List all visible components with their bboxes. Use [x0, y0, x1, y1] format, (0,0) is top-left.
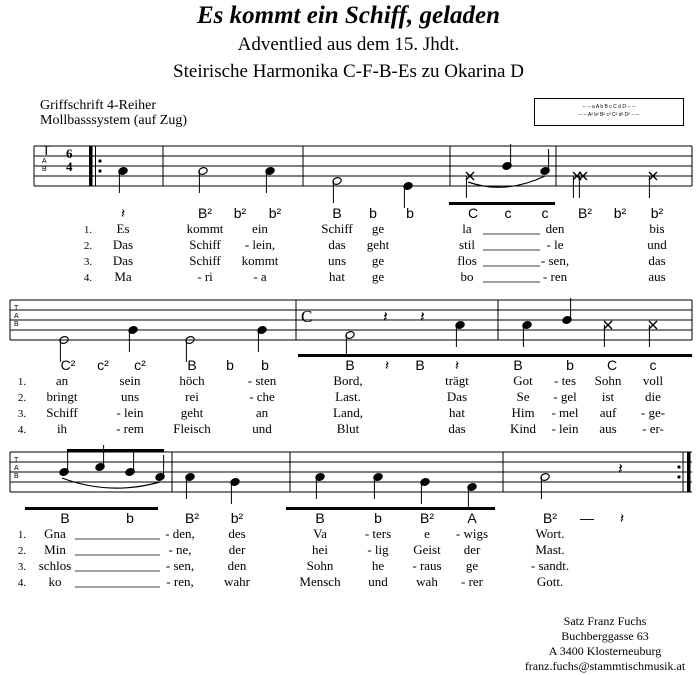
lyric-syllable: - mel — [551, 405, 579, 420]
lyric-syllable: - gel — [553, 389, 577, 404]
note-head — [420, 478, 430, 504]
grips-lyrics-system-1 — [0, 200, 697, 290]
lyric-syllable: sein — [119, 373, 141, 388]
lyric-syllable: - tes — [553, 373, 577, 388]
lyric-syllable: Schiff — [46, 405, 78, 420]
lyric-syllable: hei — [312, 542, 328, 557]
grip-label: c — [504, 205, 512, 221]
lyric-syllable: geht — [366, 237, 390, 252]
lyric-syllable: kommt — [241, 253, 279, 268]
lyric-syllable: - a — [253, 269, 267, 284]
tab-clef-a-3: A — [14, 465, 19, 472]
verse-number: 3. — [17, 408, 27, 420]
tab-clef-t-2: T — [14, 305, 19, 312]
pull-bar — [286, 507, 495, 510]
grip-label: B — [315, 510, 325, 526]
grip-label: b — [261, 357, 269, 373]
note-head — [265, 167, 275, 193]
lyric-syllable: - ne, — [168, 542, 192, 557]
lyric-syllable: den — [227, 558, 247, 573]
pull-bar — [25, 507, 158, 510]
grip-label: c — [649, 357, 657, 373]
verse-number: 4. — [17, 577, 27, 589]
grip-label: b — [226, 357, 234, 373]
grip-label: c — [541, 205, 549, 221]
note-head — [257, 326, 267, 352]
grip-label: c² — [134, 357, 146, 373]
grip-label: B² — [420, 510, 434, 526]
lyric-syllable: der — [463, 542, 481, 557]
note-head — [502, 144, 512, 170]
lyric-syllable: uns — [120, 389, 140, 404]
note-head — [540, 473, 550, 499]
note-head — [230, 478, 240, 504]
tab-clef-a: A — [42, 158, 47, 165]
key-legend-row2: -- -- A² b² B² c² C² d² D² -- -- — [578, 112, 640, 118]
lyric-syllable: auf — [599, 405, 617, 420]
grips-lyrics-system-2 — [0, 352, 697, 442]
note-head — [185, 473, 195, 499]
verse-number: 3. — [17, 561, 27, 573]
lyric-syllable: Sohn — [306, 558, 334, 573]
pull-bar — [298, 354, 692, 357]
grip-label: B — [415, 357, 425, 373]
common-time: C — [301, 307, 313, 326]
lyric-syllable: - lein, — [244, 237, 276, 252]
grip-label: b² — [613, 205, 627, 221]
lyric-syllable: - sen, — [165, 558, 195, 573]
note-head — [540, 149, 550, 175]
grip-label: b — [406, 205, 414, 221]
grip-label: B — [513, 357, 523, 373]
lyric-syllable: Sohn — [594, 373, 622, 388]
song-subtitle: Adventlied aus dem 15. Jhdt. — [237, 34, 460, 55]
grip-label: b² — [233, 205, 247, 221]
credit-email: franz.fuchs@stammtischmusik.at — [524, 659, 686, 673]
lyric-syllable: aus — [648, 269, 666, 284]
lyric-syllable: la — [462, 221, 472, 236]
lyric-syllable: Geist — [413, 542, 441, 557]
key-legend-row1: -- -- a A b B c C d D -- -- — [582, 104, 636, 110]
grip-label: 𝄽 — [120, 205, 126, 221]
grip-label: b — [566, 357, 574, 373]
lyric-syllable: Schiff — [189, 237, 221, 252]
grip-label: B — [345, 357, 355, 373]
grip-label: C — [606, 357, 618, 373]
lyric-syllable: ih — [56, 421, 68, 436]
lyric-syllable: höch — [179, 373, 205, 388]
lyric-syllable: Min — [44, 542, 66, 557]
lyric-syllable: ist — [601, 389, 615, 404]
grip-label: 𝄽 — [454, 357, 460, 373]
credit-city: A 3400 Klosterneuburg — [548, 644, 662, 658]
lyric-syllable: Se — [516, 389, 530, 404]
lyric-syllable: wah — [416, 574, 438, 589]
note-head — [315, 473, 325, 499]
instrument-line: Steirische Harmonika C-F-B-Es zu Okarina D — [173, 61, 524, 82]
grip-label: b — [126, 510, 134, 526]
lyric-syllable: Schiff — [321, 221, 353, 236]
lyric-syllable: ge — [465, 558, 479, 573]
grip-label: B² — [543, 510, 557, 526]
grip-label: B² — [198, 205, 212, 221]
tab-clef-a-2: A — [14, 313, 19, 320]
lyric-syllable: hat — [449, 405, 465, 420]
lyric-syllable: rei — [185, 389, 199, 404]
lyric-syllable: he — [371, 558, 385, 573]
lyric-syllable: - ri — [197, 269, 213, 284]
note-head — [118, 167, 128, 193]
grip-label: C — [467, 205, 479, 221]
lyric-syllable: hat — [329, 269, 345, 284]
staff-system-3 — [0, 446, 697, 506]
lyric-syllable: flos — [457, 253, 477, 268]
note-head — [59, 450, 69, 476]
lyric-syllable: Es — [116, 221, 130, 236]
lyric-syllable: Last. — [335, 389, 361, 404]
lyric-syllable: Das — [446, 389, 468, 404]
lyric-syllable: ge — [371, 269, 385, 284]
note-head — [95, 445, 105, 471]
lyric-syllable: ein — [252, 221, 268, 236]
rest-symbol: 𝄽 — [383, 307, 388, 326]
lyric-syllable: Va — [313, 526, 327, 541]
note-head — [198, 167, 208, 193]
lyric-syllable: Kind — [510, 421, 536, 436]
lyric-syllable: stil — [459, 237, 475, 252]
notation-label: Griffschrift 4-Reiher — [40, 98, 156, 113]
grip-label: b — [374, 510, 382, 526]
verse-number: 1. — [17, 529, 27, 541]
grip-label: 𝄽 — [384, 357, 390, 373]
lyric-syllable: ko — [48, 574, 62, 589]
notes-system-3 — [59, 445, 623, 509]
rest-symbol: 𝄽 — [420, 307, 425, 326]
verse-number: 2. — [83, 240, 93, 252]
lyric-syllable: uns — [327, 253, 347, 268]
bass-system-label: Mollbasssystem (auf Zug) — [40, 113, 187, 128]
lyric-syllable: Fleisch — [173, 421, 211, 436]
lyric-syllable: - lig — [367, 542, 389, 557]
note-head — [455, 321, 465, 347]
credit-street: Buchberggasse 63 — [561, 629, 649, 643]
lyric-syllable: geht — [180, 405, 204, 420]
pull-bar — [449, 202, 555, 205]
lyric-syllable: Wort. — [535, 526, 565, 541]
note-head — [562, 298, 572, 324]
tab-clef-b-2: B — [14, 321, 19, 328]
lyric-syllable: ge — [371, 221, 385, 236]
credit-arranger: Satz Franz Fuchs — [563, 614, 647, 628]
lyric-syllable: und — [647, 237, 667, 252]
rest-symbol: 𝄽 — [618, 459, 623, 478]
lyric-syllable: kommt — [186, 221, 224, 236]
lyric-syllable: Got — [513, 373, 533, 388]
lyric-syllable: ge — [371, 253, 385, 268]
lyric-syllable: Mensch — [299, 574, 341, 589]
tab-clef-b: B — [42, 166, 47, 173]
lyric-syllable: - lein — [116, 405, 144, 420]
note-head — [155, 455, 165, 481]
lyric-syllable: - lein — [551, 421, 579, 436]
grip-label: B — [332, 205, 342, 221]
lyric-syllable: trägt — [445, 373, 469, 388]
time-signature-bottom: 4 — [66, 159, 73, 174]
lyric-syllable: - le — [546, 237, 564, 252]
verse-number: 1. — [83, 224, 93, 236]
lyric-syllable: Das — [112, 253, 134, 268]
note-head — [522, 321, 532, 347]
lyric-syllable: an — [255, 405, 269, 420]
grip-label: B² — [578, 205, 592, 221]
lyric-syllable: die — [645, 389, 661, 404]
verse-number: 1. — [17, 376, 27, 388]
lyric-syllable: schlos — [38, 558, 72, 573]
verse-number: 2. — [17, 545, 27, 557]
grip-label: B² — [185, 510, 199, 526]
key-legend-box — [534, 98, 684, 126]
grip-label: A — [467, 510, 477, 526]
lyric-syllable: - er- — [642, 421, 664, 436]
lyric-syllable: - den, — [165, 526, 195, 541]
tab-clef-t-3: T — [14, 457, 19, 464]
lyric-syllable: Land, — [333, 405, 363, 420]
lyric-syllable: Schiff — [189, 253, 221, 268]
lyric-syllable: das — [448, 421, 466, 436]
verse-number: 2. — [17, 392, 27, 404]
lyric-syllable: - sten — [247, 373, 277, 388]
time-signature-top: 6 — [66, 146, 73, 161]
lyric-syllable: - ters — [364, 526, 392, 541]
tab-clef: T — [42, 142, 51, 158]
lyric-syllable: e — [424, 526, 430, 541]
lyric-syllable: - che — [249, 389, 275, 404]
lyric-syllable: - ren, — [166, 574, 194, 589]
note-head — [649, 321, 657, 347]
song-title: Es kommt ein Schiff, geladen — [196, 2, 501, 29]
grip-label: B — [187, 357, 197, 373]
lyric-syllable: - rem — [116, 421, 144, 436]
lyric-syllable: Ma — [114, 269, 132, 284]
lyric-syllable: Das — [112, 237, 134, 252]
staff-system-2 — [0, 294, 697, 354]
lyric-syllable: Gna — [44, 526, 66, 541]
tab-clef-b-3: B — [14, 473, 19, 480]
lyric-syllable: das — [328, 237, 346, 252]
note-head — [373, 473, 383, 499]
credit-block — [520, 614, 690, 674]
lyric-syllable: - ren — [542, 269, 568, 284]
grip-label: b² — [650, 205, 664, 221]
grip-label: b² — [230, 510, 244, 526]
staff-system-1 — [0, 140, 697, 200]
note-head — [604, 321, 612, 347]
grip-label: b — [369, 205, 377, 221]
lyric-syllable: - rer — [460, 574, 484, 589]
verse-number: 4. — [83, 272, 93, 284]
note-head — [128, 326, 138, 352]
lyric-syllable: bis — [649, 221, 665, 236]
lyric-syllable: bo — [460, 269, 474, 284]
lyric-syllable: des — [228, 526, 246, 541]
grip-label: b² — [268, 205, 282, 221]
lyric-syllable: Bord, — [333, 373, 363, 388]
lyric-syllable: Gott. — [536, 574, 564, 589]
lyric-syllable: und — [368, 574, 388, 589]
lyric-syllable: Blut — [336, 421, 360, 436]
lyric-syllable: den — [545, 221, 565, 236]
verse-number: 4. — [17, 424, 27, 436]
lyric-syllable: aus — [599, 421, 617, 436]
grip-label: 𝄽 — [619, 510, 625, 526]
grip-label: c² — [97, 357, 109, 373]
lyric-syllable: - sen, — [540, 253, 570, 268]
note-head — [125, 450, 135, 476]
lyric-syllable: voll — [642, 373, 664, 388]
lyric-syllable: der — [228, 542, 246, 557]
lyric-syllable: - sandt. — [530, 558, 570, 573]
grip-label: C² — [60, 357, 76, 373]
lyric-syllable: - ge- — [640, 405, 666, 420]
grips-lyrics-system-3 — [0, 505, 697, 595]
verse-number: 3. — [83, 256, 93, 268]
grip-label: — — [580, 510, 594, 526]
lyric-syllable: das — [648, 253, 666, 268]
lyric-syllable: Mast. — [535, 542, 565, 557]
grip-label: B — [60, 510, 70, 526]
lyric-syllable: - wigs — [455, 526, 489, 541]
lyric-syllable: bringt — [46, 389, 78, 404]
lyric-syllable: und — [252, 421, 272, 436]
lyric-syllable: wahr — [224, 574, 250, 589]
lyric-syllable: - raus — [412, 558, 442, 573]
lyric-syllable: an — [55, 373, 69, 388]
lyric-syllable: Him — [511, 405, 535, 420]
